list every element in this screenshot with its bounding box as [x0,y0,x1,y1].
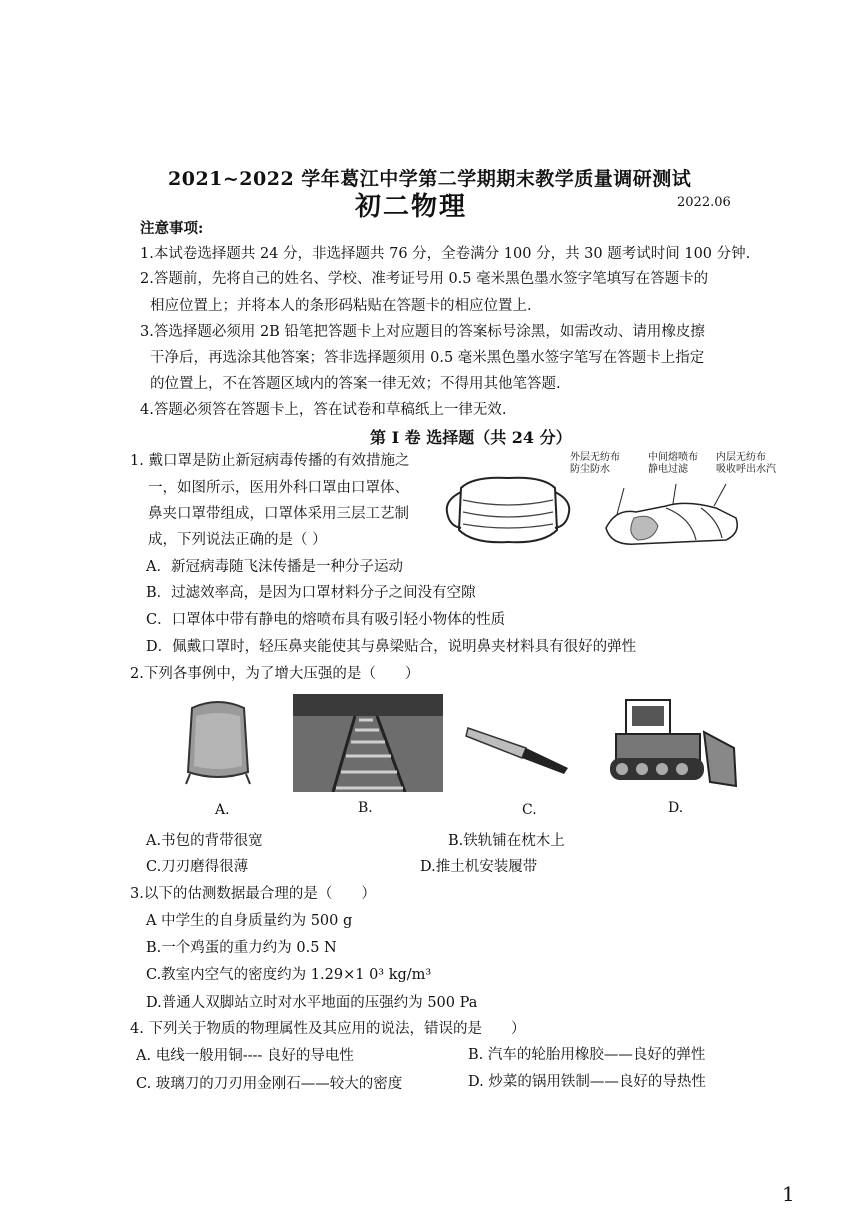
notice-heading: 注意事项: [140,220,204,237]
q4-option-c: C. 玻璃刀的刀刃用金刚石——较大的密度 [136,1076,403,1092]
railway-track-image [293,694,443,792]
q4-option-b: B. 汽车的轮胎用橡胶——良好的弹性 [468,1047,706,1063]
q1-option-c: C．口罩体中带有静电的熔喷布具有吸引轻小物体的性质 [146,612,506,628]
q4-option-a: A. 电线一般用铜---- 良好的导电性 [136,1048,354,1064]
q1-stem-line: 一，如图所示，医用外科口罩由口罩体、 [148,480,409,496]
q3-option-c: C.教室内空气的密度约为 1.29×1 0³ kg/m³ [146,967,432,983]
q1-option-b: B．过滤效率高，是因为口罩材料分子之间没有空隙 [146,585,476,601]
face-mask-image [443,470,573,550]
q1-stem-line: 1. 戴口罩是防止新冠病毒传播的有效措施之 [130,453,410,469]
exam-title: 2021~2022 学年葛江中学第二学期期末教学质量调研测试 [168,168,692,190]
q2-pic-label-a: A. [215,802,230,818]
knife-image [464,718,572,774]
notice-line: 1.本试卷选择题共 24 分，非选择题共 76 分，全卷满分 100 分，共 30 题考试时间 100 分钟. [140,246,751,262]
page-number: 1 [782,1182,795,1206]
notice-line: 相应位置上；并将本人的条形码粘贴在答题卡的相应位置上. [150,298,532,314]
notice-line: 干净后，再选涂其他答案；答非选择题须用 0.5 毫米黑色墨水签字笔写在答题卡上指定 [150,350,705,366]
layer-label-middle: 中间熔喷布 静电过滤 [648,452,698,475]
notice-line: 的位置上，不在答题区域内的答案一律无效；不得用其他笔答题. [150,376,561,392]
bulldozer-image [606,692,741,797]
q2-option-d: D.推土机安装履带 [420,859,538,875]
notice-line: 2.答题前，先将自己的姓名、学校、准考证号用 0.5 毫米黑色墨水签字笔填写在答题卡的 [140,271,709,287]
q4-stem: 4. 下列关于物质的物理属性及其应用的说法，错误的是 ） [130,1021,526,1037]
layer-label-inner: 内层无纺布 吸收呼出水汽 [716,452,776,475]
q1-option-a: A．新冠病毒随飞沫传播是一种分子运动 [146,559,403,575]
q4-option-d: D. 炒菜的锅用铁制——良好的导热性 [468,1074,706,1090]
notice-line: 4.答题必须答在答题卡上，答在试卷和草稿纸上一律无效. [140,402,507,418]
q2-stem: 2.下列各事例中，为了增大压强的是（ ） [130,666,420,682]
subject-title: 初二物理 [355,192,468,222]
q3-option-b: B.一个鸡蛋的重力约为 0.5 N [146,940,337,956]
q2-pic-label-d: D. [668,800,684,816]
q1-option-d: D．佩戴口罩时，轻压鼻夹能使其与鼻梁贴合，说明鼻夹材料具有很好的弹性 [146,639,637,655]
q3-stem: 3.以下的估测数据最合理的是（ ） [130,886,376,902]
backpack-image [182,696,254,786]
section-title: 第 I 卷 选择题（共 24 分） [370,428,572,447]
q2-option-b: B.铁轨铺在枕木上 [448,833,565,849]
q3-option-a: A 中学生的自身质量约为 500 g [146,913,353,929]
q3-option-d: D.普通人双脚站立时对水平地面的压强约为 500 Pa [146,995,478,1011]
q1-stem-line: 成，下列说法正确的是（ ） [148,532,327,548]
q2-pic-label-c: C. [522,802,537,818]
q2-option-c: C.刀刃磨得很薄 [146,859,249,875]
exam-date: 2022.06 [677,195,731,210]
mask-layers-diagram [596,478,746,553]
q1-stem-line: 鼻夹口罩带组成，口罩体采用三层工艺制 [148,506,409,522]
notice-line: 3.答选择题必须用 2B 铅笔把答题卡上对应题目的答案标号涂黑，如需改动、请用橡皮擦 [140,324,705,340]
layer-label-outer: 外层无纺布 防尘防水 [570,452,620,475]
q2-pic-label-b: B. [358,800,373,816]
q2-option-a: A.书包的背带很宽 [146,833,263,849]
